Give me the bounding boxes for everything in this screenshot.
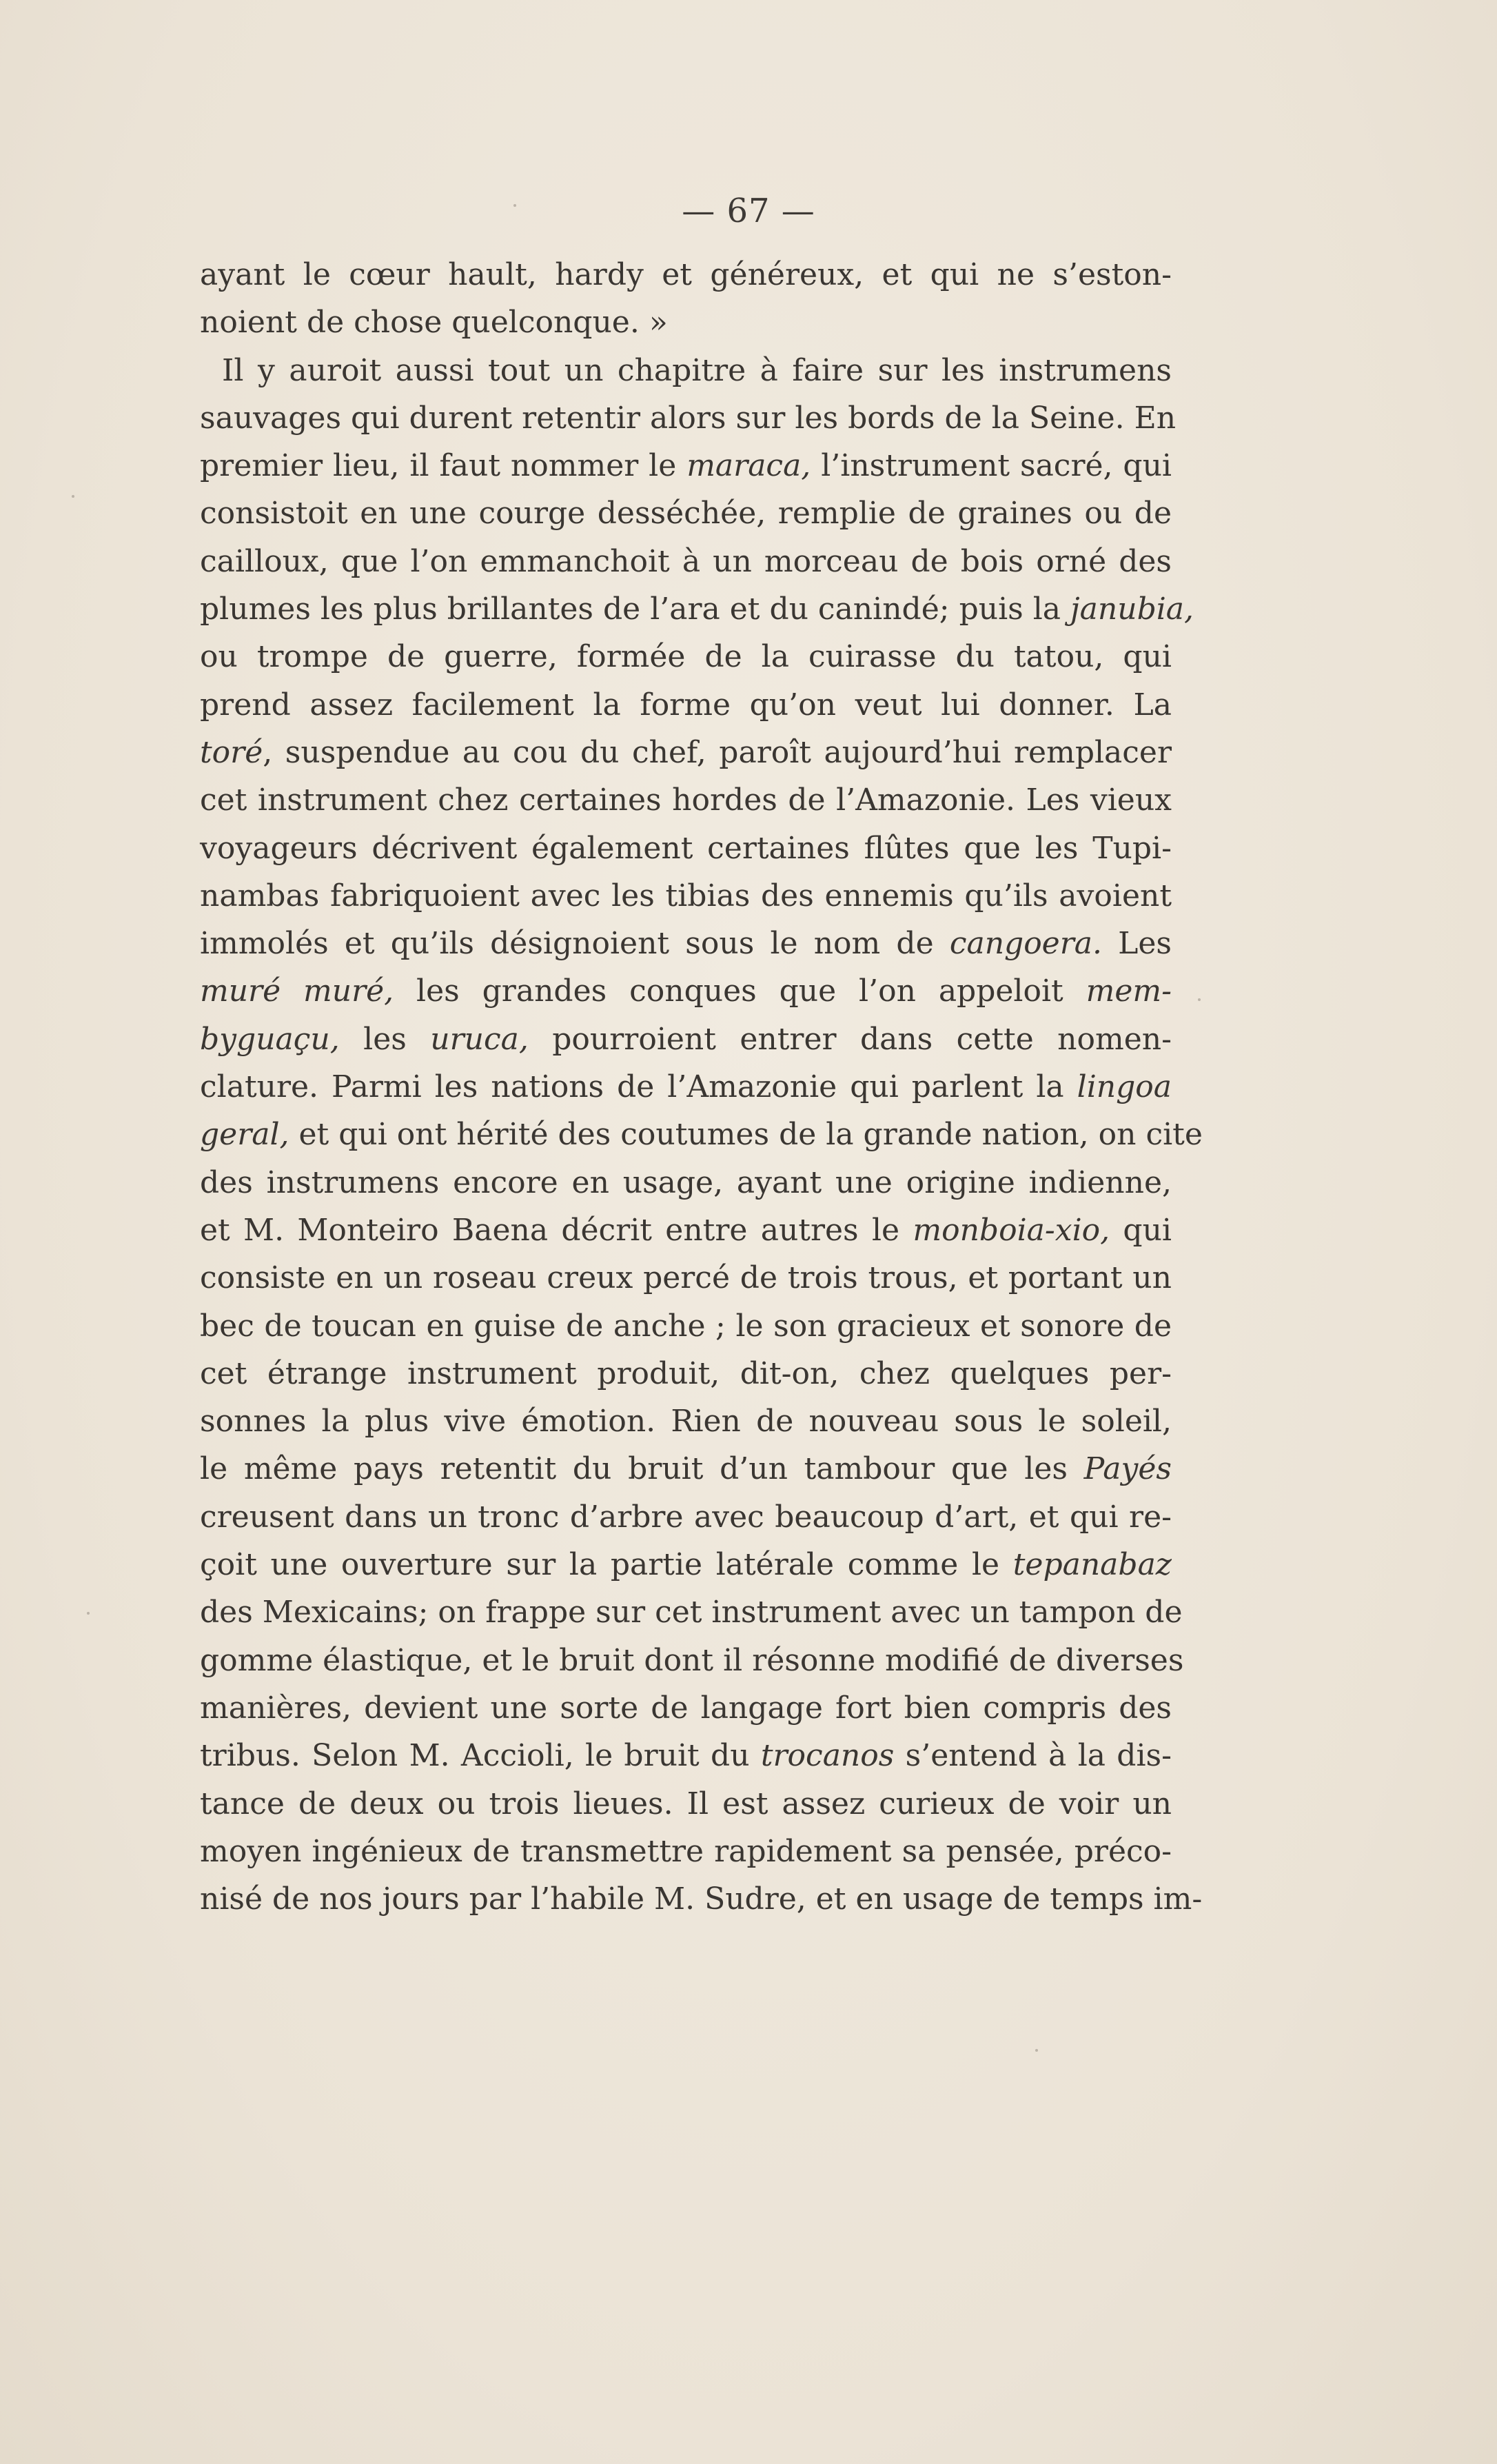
text-segment: sauvages qui durent retentir alors sur les bords de la Seine. En [200, 400, 1177, 436]
text-segment: consistoit en une courge desséchée, remplie de graines ou de [200, 496, 1172, 532]
paper-speck [1035, 2049, 1038, 2052]
text-line [200, 1206, 1172, 1254]
italic-term: lingoa [1077, 1069, 1172, 1105]
text-segment: voyageurs décrivent également certaines flûtes que les Tupi- [200, 830, 1172, 866]
text-line [200, 729, 1172, 776]
text-line [200, 1780, 1172, 1828]
text-segment: consiste en un roseau creux percé de trois trous, et portant un [200, 1260, 1172, 1296]
text-line [200, 585, 1194, 633]
text-line [200, 1254, 1172, 1302]
italic-term: janubia, [1070, 592, 1194, 627]
text-line [200, 1159, 1172, 1206]
text-segment: qui [1110, 1212, 1172, 1248]
text-line [200, 1111, 1203, 1158]
text-line [200, 920, 1172, 967]
italic-term: geral, [200, 1117, 289, 1153]
text-line [200, 825, 1172, 872]
text-segment: plumes les plus brillantes de l’ara et du canindé; puis la [200, 592, 1071, 627]
text-segment: immolés et qu’ils désignoient sous le nom de [200, 926, 950, 962]
text-segment: ayant le cœur hault, hardy et généreux, et qui ne s’eston- [200, 257, 1172, 292]
text-segment: et qui ont hérité des coutumes de la grande nation, on cite [289, 1117, 1203, 1153]
text-line [200, 633, 1172, 680]
text-line [200, 1397, 1172, 1445]
text-segment: creusent dans un tronc d’arbre avec beaucoup d’art, et qui re- [200, 1499, 1172, 1535]
text-segment: le même pays retentit du bruit d’un tambour que les [200, 1451, 1084, 1487]
italic-term: mem- [1086, 973, 1172, 1009]
text-segment: clature. Parmi les nations de l’Amazonie qui parlent la [200, 1069, 1077, 1105]
text-segment: cet instrument chez certaines hordes de l’Amazonie. Les vieux [200, 782, 1172, 818]
text-segment: tance de deux ou trois lieues. Il est assez curieux de voir un [200, 1786, 1172, 1821]
text-line [200, 776, 1172, 824]
text-segment: Les [1101, 926, 1172, 962]
paper-speck [87, 1612, 90, 1615]
text-line [200, 1732, 1172, 1779]
text-segment: l’instrument sacré, qui [811, 448, 1172, 484]
italic-term: monboia-xio, [913, 1212, 1110, 1248]
italic-term: toré [200, 734, 263, 770]
text-segment: bec de toucan en guise de anche ; le son gracieux et sonore de [200, 1308, 1172, 1344]
page-number: — 67 — [682, 192, 815, 230]
text-segment: moyen ingénieux de transmettre rapidement sa pensée, préco- [200, 1833, 1172, 1869]
text-line [200, 1350, 1172, 1397]
italic-term: trocanos [760, 1738, 895, 1774]
text-segment: les [339, 1021, 431, 1057]
text-segment: noient de chose quelconque. » [200, 305, 668, 341]
text-segment: cet étrange instrument produit, dit-on, chez quelques per- [200, 1355, 1172, 1391]
text-segment: sonnes la plus vive émotion. Rien de nouveau sous le soleil, [200, 1404, 1172, 1440]
text-line [200, 1302, 1172, 1350]
italic-term: Payés [1083, 1451, 1172, 1487]
italic-term: uruca, [430, 1021, 529, 1057]
text-segment: cailloux, que l’on emmanchoit à un morceau de bois orné des [200, 543, 1172, 579]
text-line [200, 872, 1172, 920]
text-segment: ou trompe de guerre, formée de la cuirasse du tatou, qui [200, 639, 1172, 675]
text-line [200, 1684, 1172, 1732]
text-segment: et M. Monteiro Baena décrit entre autres le [200, 1212, 913, 1248]
text-segment: les grandes conques que l’on appeloit [394, 973, 1086, 1009]
text-segment: prend assez facilement la forme qu’on veut lui donner. La [200, 687, 1172, 723]
text-segment: Il y auroit aussi tout un chapitre à faire sur les instrumens [222, 352, 1172, 388]
text-line [200, 681, 1172, 729]
italic-term: tepanabaz [1012, 1547, 1172, 1583]
text-segment: manières, devient une sorte de langage fort bien compris des [200, 1690, 1172, 1726]
text-segment: s’entend à la dis- [894, 1738, 1172, 1774]
paper-speck [72, 495, 74, 498]
text-line [200, 347, 1172, 394]
text-segment: tribus. Selon M. Accioli, le bruit du [200, 1738, 761, 1774]
text-line [200, 1493, 1172, 1541]
text-line [200, 1445, 1172, 1493]
text-segment: des instrumens encore en usage, ayant une origine indienne, [200, 1164, 1172, 1200]
text-line [200, 442, 1172, 489]
text-segment: gomme élastique, et le bruit dont il résonne modifié de diverses [200, 1642, 1184, 1678]
text-line [200, 1541, 1172, 1588]
text-line [200, 1063, 1172, 1111]
text-line [200, 251, 1172, 299]
text-line [200, 1875, 1203, 1923]
text-segment: premier lieu, il faut nommer le [200, 448, 687, 484]
body-text [200, 251, 1203, 1923]
text-line [200, 1828, 1172, 1875]
text-line [200, 1588, 1183, 1636]
text-line [200, 967, 1172, 1015]
italic-term: byguaçu, [200, 1021, 340, 1057]
text-line [200, 538, 1172, 585]
text-segment: nambas fabriquoient avec les tibias des ennemis qu’ils avoient [200, 878, 1172, 913]
text-segment: nisé de nos jours par l’habile M. Sudre, et en usage de temps im- [200, 1881, 1203, 1917]
text-line [200, 299, 1172, 346]
italic-term: cangoera. [949, 926, 1102, 962]
italic-term: muré muré, [200, 973, 394, 1009]
paper-speck [513, 204, 516, 207]
italic-term: maraca, [686, 448, 811, 484]
text-segment: , suspendue au cou du chef, paroît aujourd’hui remplacer [263, 734, 1172, 770]
text-segment: pourroient entrer dans cette nomen- [528, 1021, 1172, 1057]
text-line [200, 1016, 1172, 1063]
text-line [200, 394, 1177, 442]
text-segment: çoit une ouverture sur la partie latérale comme le [200, 1547, 1013, 1583]
text-segment: des Mexicains; on frappe sur cet instrument avec un tampon de [200, 1595, 1183, 1630]
paper-speck [1198, 998, 1201, 1001]
text-line [200, 489, 1172, 537]
text-line [200, 1637, 1184, 1684]
